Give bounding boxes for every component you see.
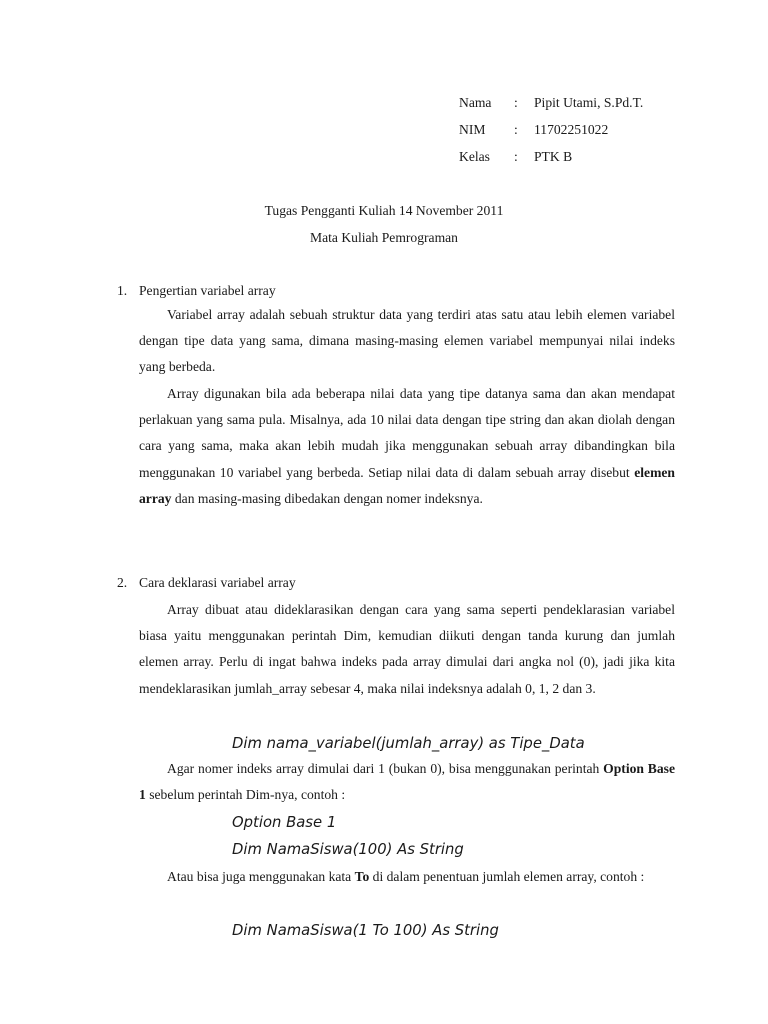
bold-term: Option Base 1 [139, 761, 675, 803]
info-label: Kelas [459, 149, 490, 164]
section-1-heading [117, 281, 276, 301]
paragraph-text: Array dibuat atau dideklarasikan dengan cara yang sama seperti pendeklarasian variabel biasa yaitu menggunakan perintah Dim, kemudian diikuti dengan tanda kurung dan jumlah elemen array. Perlu di ingat bahwa indeks pada array dimulai dari angka nol (0), jadi jika kita mendeklarasikan jumlah_array sebesar 4, maka nilai indeksnya adalah 0, 1, 2 dan 3. [139, 602, 675, 696]
bold-term: To [354, 869, 370, 884]
code-line-dim-declaration: Dim nama_variabel(jumlah_array) as Tipe_Data [232, 735, 585, 752]
section-title: Cara deklarasi variabel array [139, 575, 296, 590]
paragraph-text: Atau bisa juga menggunakan kata [167, 869, 355, 884]
section-2-paragraph-1 [139, 597, 675, 702]
section-2-paragraph-2 [139, 756, 675, 808]
info-label: Nama [459, 95, 492, 110]
info-value: PTK B [534, 149, 573, 164]
info-colon: : [514, 149, 518, 164]
section-1-paragraph-1 [139, 302, 675, 381]
info-colon: : [514, 122, 518, 137]
section-title: Pengertian variabel array [139, 283, 276, 298]
info-row-name [459, 93, 643, 120]
paragraph-text: di dalam penentuan jumlah elemen array, contoh : [369, 869, 645, 884]
paragraph-text: dan masing-masing dibedakan dengan nomer indeksnya. [171, 490, 483, 506]
code-line-dim-namasiswa: Dim NamaSiswa(100) As String [232, 841, 464, 858]
paragraph-text: Variabel array adalah sebuah struktur data yang terdiri atas satu atau lebih elemen variabel dengan tipe data yang sama, dimana masing-masing elemen variabel mempunyai nilai indeks yang berbeda. [139, 307, 675, 375]
info-colon: : [514, 95, 518, 110]
info-row-class [459, 147, 643, 174]
document-title: Tugas Pengganti Kuliah 14 November 2011 [264, 203, 504, 218]
section-number: 1. [117, 283, 128, 298]
document-subtitle: Mata Kuliah Pemrograman [310, 230, 458, 245]
info-value: Pipit Utami, S.Pd.T. [534, 95, 644, 110]
code-line-dim-namasiswa-to: Dim NamaSiswa(1 To 100) As String [232, 922, 499, 939]
info-label: NIM [459, 122, 486, 137]
paragraph-text: Agar nomer indeks array dimulai dari 1 (bukan 0), bisa menggunakan perintah [167, 761, 604, 776]
bold-term: elemen array [139, 464, 675, 506]
section-number: 2. [117, 575, 128, 590]
info-row-nim [459, 120, 643, 147]
student-info [459, 93, 643, 174]
paragraph-text: sebelum perintah Dim-nya, contoh : [145, 787, 346, 803]
paragraph-text: Array digunakan bila ada beberapa nilai data yang tipe datanya sama dan akan mendapat perlakuan yang sama pula. Misalnya, ada 10 nilai data dengan tipe string dan akan diolah dengan cara yang sama, maka akan lebih mudah jika menggunakan sebuah array dibandingkan bila menggunakan 10 variabel yang berbeda. Setiap nilai data di dalam sebuah array disebut [139, 386, 675, 480]
section-2-paragraph-3 [139, 864, 675, 890]
section-2-heading [117, 573, 296, 593]
code-line-option-base: Option Base 1 [232, 814, 337, 831]
section-1-paragraph-2 [139, 381, 675, 512]
info-value: 11702251022 [534, 122, 609, 137]
